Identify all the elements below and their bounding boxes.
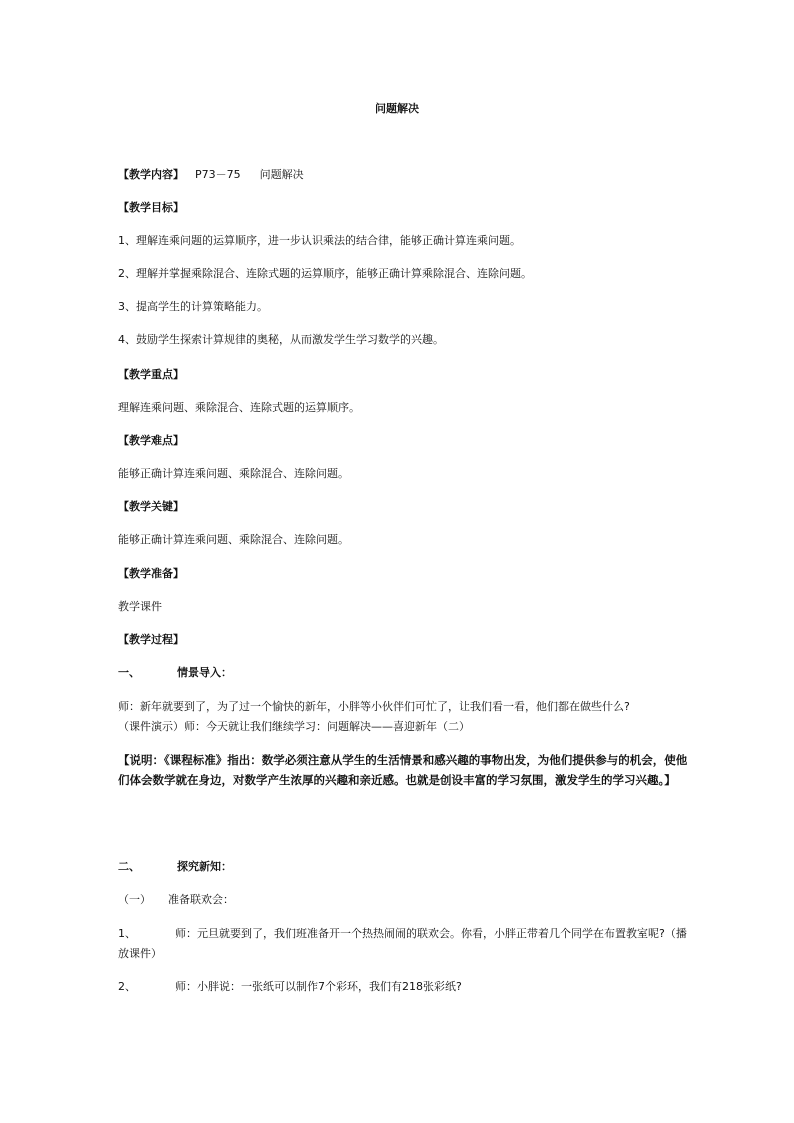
list-item-2 [118,977,688,997]
content-line [118,165,688,185]
process-heading: 【教学过程】 [118,633,184,646]
objective-item-1: 1、理解连乘问题的运算顺序，进一步认识乘法的结合律，能够正确计算连乘问题。 [118,234,521,247]
list-item-1 [118,924,688,964]
list-item-1-text: 师：元旦就要到了，我们班准备开一个热热闹闹的联欢会。你看，小胖正带着几个同学在布置教室呢?（播放课件） [118,927,687,960]
critical-heading: 【教学关键】 [118,500,184,513]
objective-item-2: 2、理解并掌握乘除混合、连除式题的运算顺序，能够正确计算乘除混合、连除问题。 [118,267,532,280]
list-item-2-text: 师：小胖说：一张纸可以制作7个彩环，我们有218张彩纸? [175,980,462,993]
content-pages: P73－75 [195,168,241,181]
content-label: 【教学内容】 [118,168,184,181]
section-1-title: 情景导入： [177,666,232,679]
teacher-line-1: 师：新年就要到了，为了过一个愉快的新年，小胖等小伙伴们可忙了，让我们看一看，他们都在做些什么? [118,700,630,713]
difficult-heading: 【教学难点】 [118,434,184,447]
subsection-1-title: 准备联欢会： [168,893,234,906]
key-heading: 【教学重点】 [118,368,184,381]
prep-heading: 【教学准备】 [118,567,184,580]
difficult-text: 能够正确计算连乘问题、乘除混合、连除问题。 [118,467,349,480]
section-2-number: 二、 [118,860,140,873]
subsection-1-heading [118,890,688,910]
prep-text: 教学课件 [118,600,162,613]
section-2-heading [118,857,688,877]
subsection-1-number: （一） [118,893,151,906]
content-topic: 问题解决 [259,168,304,181]
section-2-title: 探究新知： [177,860,232,873]
list-item-1-number: 1、 [118,927,136,940]
key-text: 理解连乘问题、乘除混合、连除式题的运算顺序。 [118,401,360,414]
objective-item-3: 3、提高学生的计算策略能力。 [118,300,268,313]
objective-item-4: 4、鼓励学生探索计算规律的奥秘，从而激发学生学习数学的兴趣。 [118,333,444,346]
critical-text: 能够正确计算连乘问题、乘除混合、连除问题。 [118,533,349,546]
teaching-note: 【说明：《课程标准》指出：数学必须注意从学生的生活情景和感兴趣的事物出发，为他们提供参与的机会，使他们体会数学就在身边，对数学产生浓厚的兴趣和亲近感。也就是创设丰富的学习氛围，激发学生的学习兴趣。】 [118,753,688,787]
objectives-heading: 【教学目标】 [118,201,184,214]
section-1-number: 一、 [118,666,140,679]
section-1-heading [118,663,688,683]
list-item-2-number: 2、 [118,980,136,993]
page-title: 问题解决 [375,102,419,115]
teacher-line-2: （课件演示）师：今天就让我们继续学习：问题解决——喜迎新年（二） [118,720,470,733]
